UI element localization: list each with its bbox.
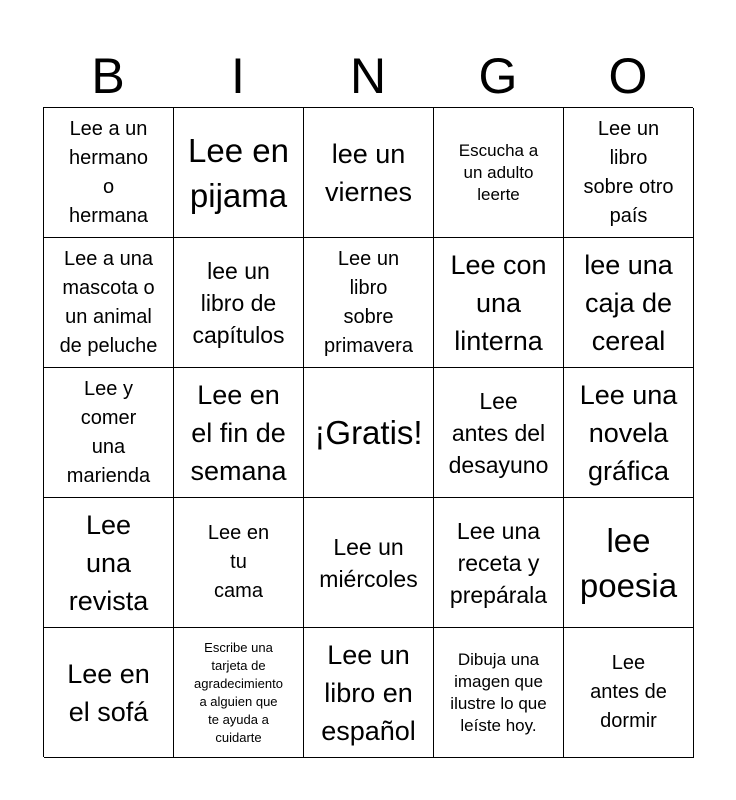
cell-text: Escribe una tarjeta de agradecimiento a alguien que te ayuda a cuidarte bbox=[194, 639, 283, 745]
cell-text: Lee antes de dormir bbox=[590, 652, 667, 732]
cell-text: Lee en el fin de semana bbox=[190, 379, 287, 486]
bingo-cell[interactable] bbox=[174, 628, 304, 758]
cell-text: Lee a una mascota o un animal de peluche bbox=[59, 247, 158, 357]
cell-text: Lee un libro sobre otro país bbox=[583, 117, 674, 227]
cell-text: lee un viernes bbox=[324, 138, 413, 207]
header-letter-o: O bbox=[608, 48, 648, 104]
header-letter-n: N bbox=[349, 48, 387, 104]
bingo-cell[interactable] bbox=[434, 498, 564, 628]
bingo-header bbox=[43, 48, 693, 104]
header-letter-b: B bbox=[91, 48, 125, 104]
bingo-cell[interactable] bbox=[304, 238, 434, 368]
cell-text: lee poesia bbox=[579, 521, 678, 604]
header-letter-g: G bbox=[478, 48, 518, 104]
cell-text: Lee en pijama bbox=[188, 131, 289, 214]
bingo-cell[interactable] bbox=[44, 498, 174, 628]
free-space-cell[interactable] bbox=[304, 368, 434, 498]
bingo-cell[interactable] bbox=[434, 368, 564, 498]
bingo-cell[interactable] bbox=[44, 108, 174, 238]
cell-text: Dibuja una imagen que ilustre lo que leíste hoy. bbox=[450, 649, 547, 735]
cell-text: Escucha a un adulto leerte bbox=[458, 140, 539, 204]
cell-text: lee una caja de cereal bbox=[584, 249, 673, 356]
cell-text: Lee con una linterna bbox=[450, 249, 547, 356]
header-letter-i: I bbox=[231, 48, 245, 104]
cell-text: Lee a un hermano o hermana bbox=[69, 117, 148, 227]
bingo-cell[interactable] bbox=[434, 628, 564, 758]
cell-text: Lee en el sofá bbox=[67, 658, 150, 727]
cell-text: Lee una receta y prepárala bbox=[449, 517, 548, 608]
free-space-text: ¡Gratis! bbox=[314, 414, 423, 451]
cell-text: Lee un libro sobre primavera bbox=[324, 247, 413, 357]
cell-text: Lee antes del desayuno bbox=[448, 387, 549, 478]
bingo-cell[interactable] bbox=[174, 368, 304, 498]
cell-text: Lee una novela gráfica bbox=[579, 379, 678, 486]
bingo-cell[interactable] bbox=[174, 238, 304, 368]
bingo-cell[interactable] bbox=[44, 368, 174, 498]
bingo-cell[interactable] bbox=[564, 108, 694, 238]
bingo-cell[interactable] bbox=[304, 498, 434, 628]
bingo-cell[interactable] bbox=[304, 108, 434, 238]
bingo-cell[interactable] bbox=[304, 628, 434, 758]
cell-text: Lee en tu cama bbox=[207, 522, 270, 602]
cell-text: lee un libro de capítulos bbox=[192, 257, 285, 348]
bingo-cell[interactable] bbox=[44, 238, 174, 368]
bingo-cell[interactable] bbox=[434, 108, 564, 238]
cell-text: Lee un miércoles bbox=[319, 533, 418, 592]
bingo-cell[interactable] bbox=[434, 238, 564, 368]
bingo-cell[interactable] bbox=[564, 498, 694, 628]
bingo-cell[interactable] bbox=[564, 238, 694, 368]
bingo-cell[interactable] bbox=[564, 368, 694, 498]
bingo-cell[interactable] bbox=[44, 628, 174, 758]
cell-text: Lee y comer una marienda bbox=[66, 377, 151, 487]
cell-text: Lee una revista bbox=[68, 509, 149, 616]
cell-text: Lee un libro en español bbox=[321, 639, 416, 746]
bingo-cell[interactable] bbox=[174, 108, 304, 238]
bingo-cell[interactable] bbox=[174, 498, 304, 628]
bingo-cell[interactable] bbox=[564, 628, 694, 758]
bingo-board bbox=[43, 107, 693, 757]
